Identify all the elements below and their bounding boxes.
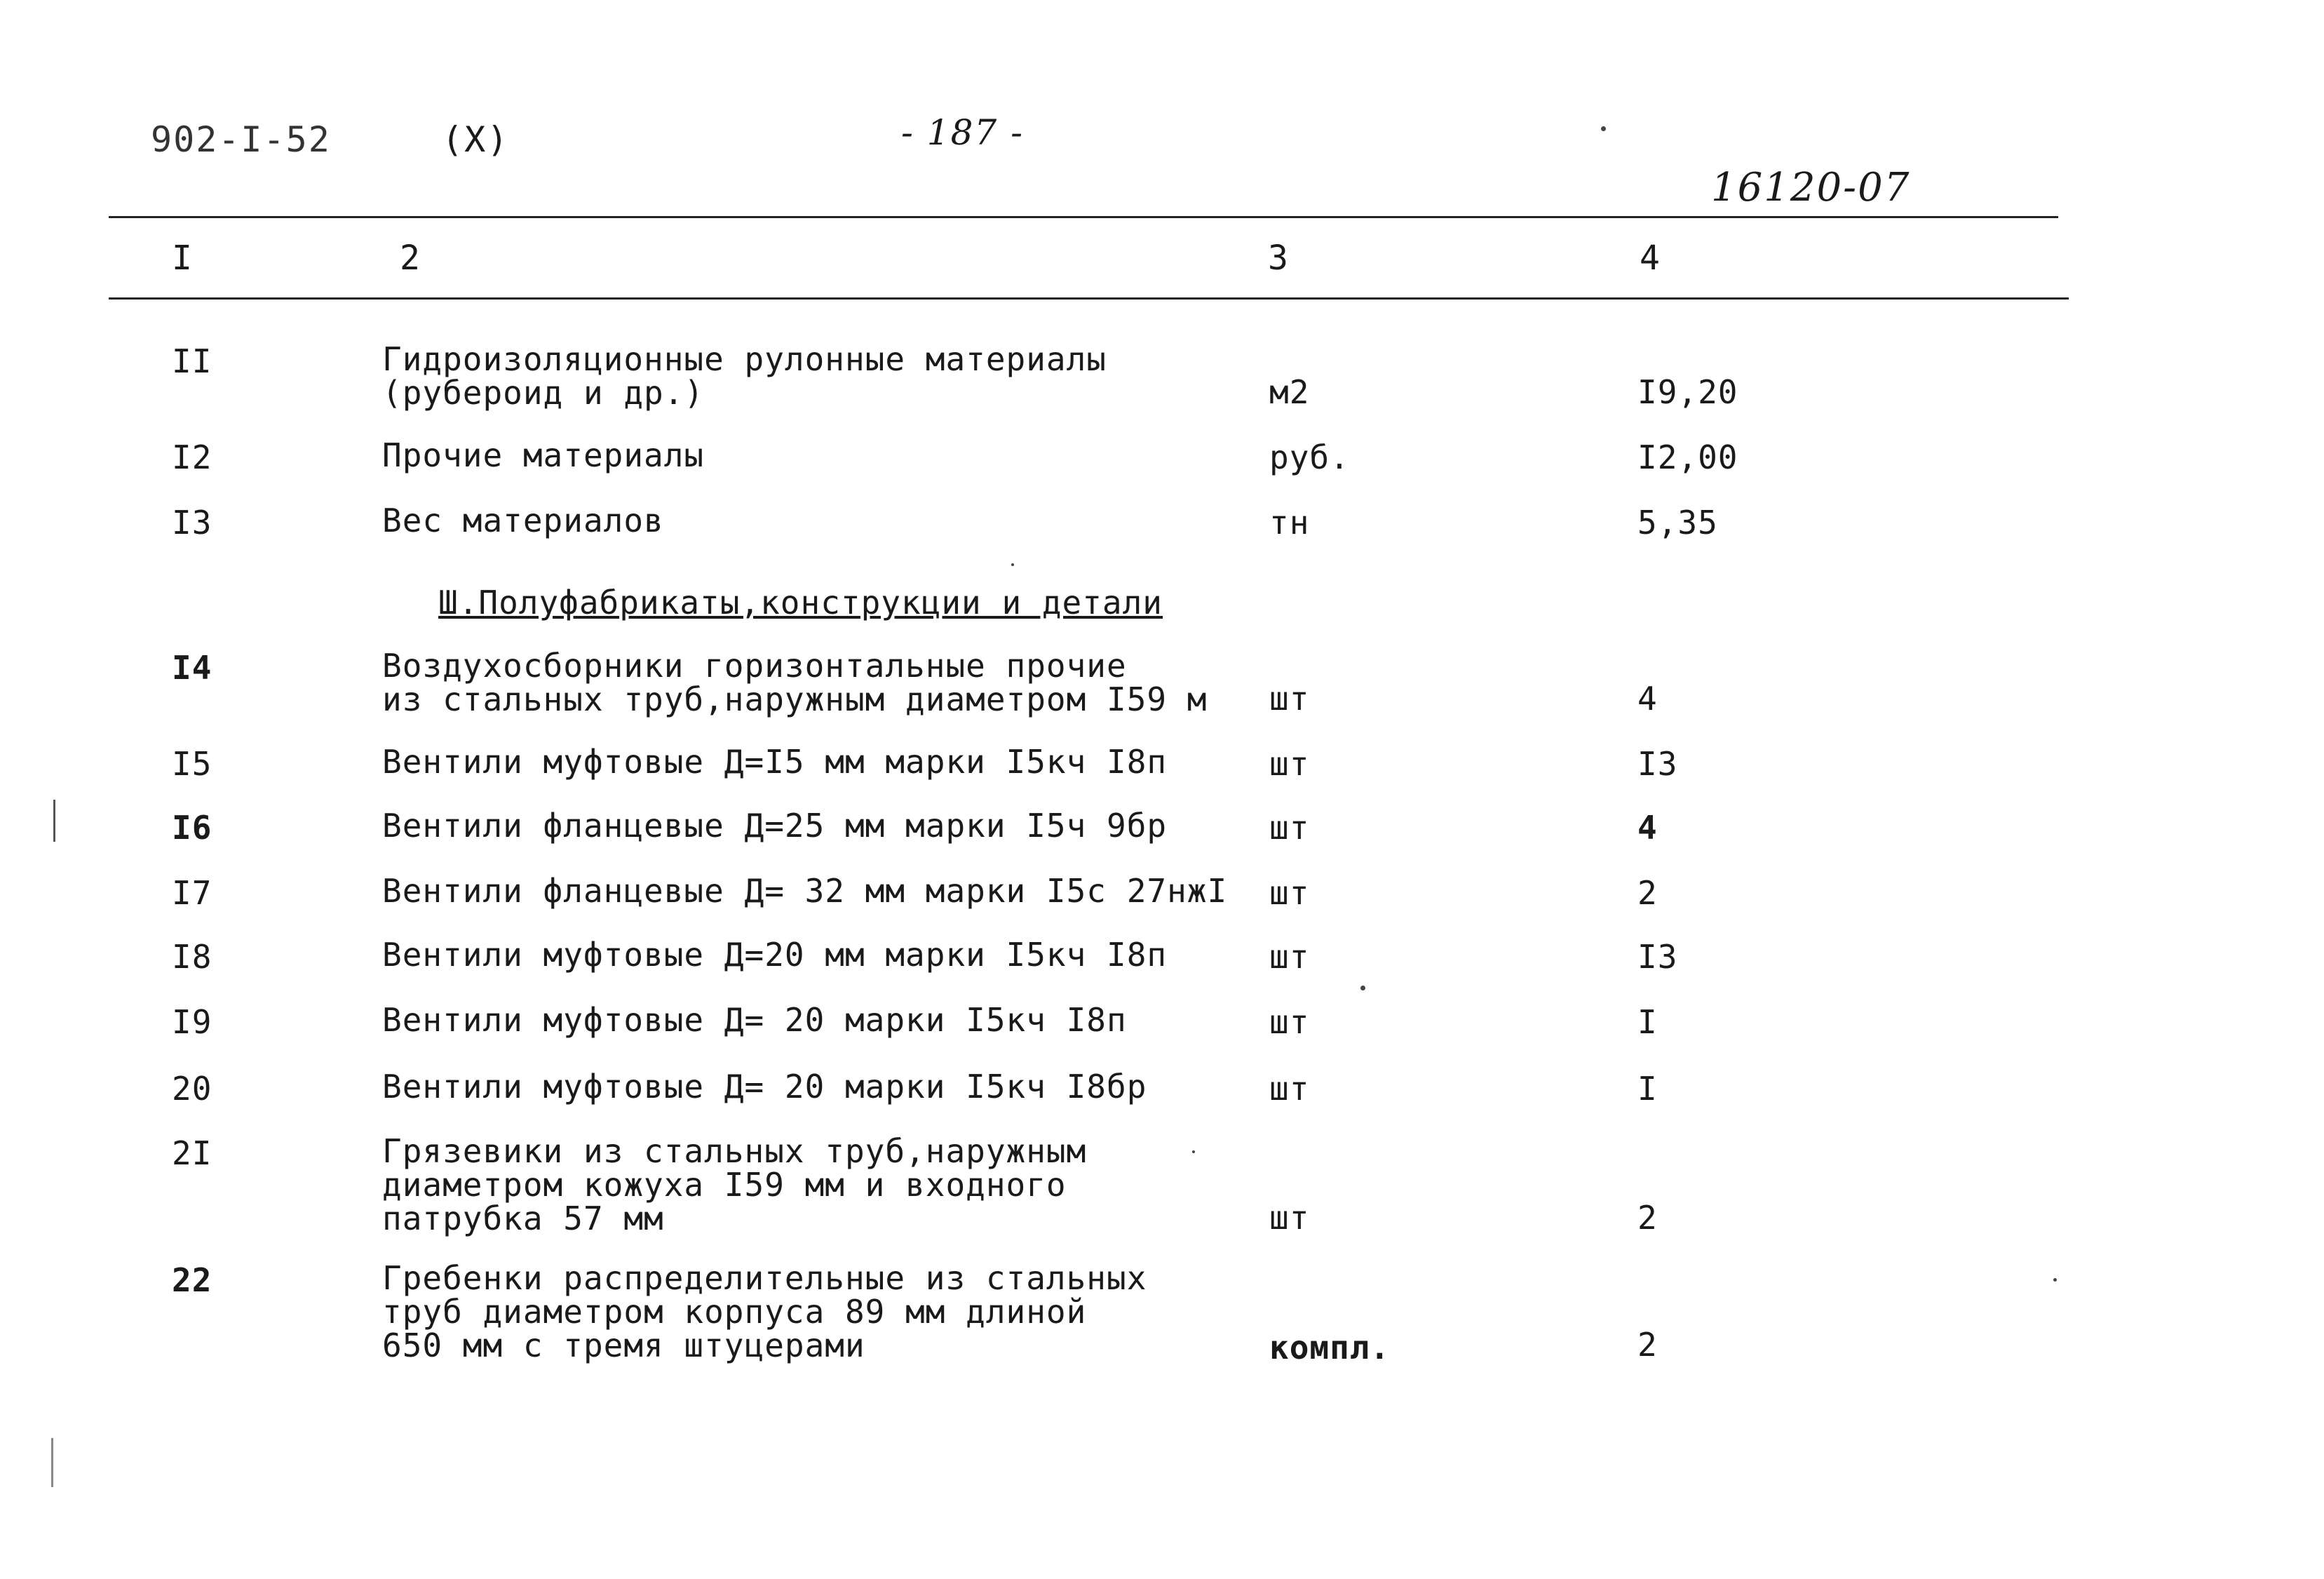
row-quantity: I3 — [1637, 745, 1678, 783]
page-number: - 187 - — [901, 112, 1025, 153]
scan-margin-mark — [53, 800, 55, 842]
row-name-line: Гребенки распределительные из стальных — [382, 1259, 1147, 1297]
row-name — [382, 1068, 1238, 1106]
row-quantity: I9,20 — [1637, 373, 1738, 411]
row-name — [382, 438, 1238, 472]
row-unit: шт — [1269, 874, 1310, 912]
column-header-3: 3 — [1268, 238, 1288, 278]
row-name-line: труб диаметром корпуса 89 мм длиной — [382, 1293, 1087, 1331]
scan-speck — [1601, 126, 1606, 131]
row-name — [382, 1003, 1238, 1037]
row-name-line: Вес материалов — [382, 502, 664, 539]
row-name-line: 650 мм с тремя штуцерами — [382, 1326, 865, 1364]
registration-number: 16120-07 — [1711, 165, 1911, 210]
row-name — [382, 1261, 1238, 1362]
row-unit: шт — [1269, 680, 1310, 718]
row-name-line: из стальных труб,наружным диаметром I59 м — [382, 680, 1208, 718]
row-number: 20 — [172, 1070, 212, 1108]
row-name — [382, 1134, 1238, 1235]
row-name-line: Воздухосборники горизонтальные прочие — [382, 647, 1127, 685]
row-number: I7 — [172, 874, 212, 912]
column-header-1: I — [172, 238, 192, 278]
column-header-4: 4 — [1640, 238, 1660, 278]
section-title: Ш.Полуфабрикаты,конструкции и детали — [438, 584, 1163, 621]
doc-mark: (X) — [442, 119, 510, 160]
row-unit: компл. — [1269, 1329, 1391, 1366]
row-number: I9 — [172, 1003, 212, 1041]
row-name-line: диаметром кожуха I59 мм и входного — [382, 1166, 1067, 1204]
scan-speck — [1011, 563, 1014, 566]
row-quantity: 2 — [1637, 1199, 1658, 1237]
row-unit: шт — [1269, 809, 1310, 847]
scan-speck — [1192, 1150, 1195, 1153]
row-number: 22 — [172, 1261, 212, 1299]
row-unit: шт — [1269, 1199, 1310, 1237]
table-top-rule — [109, 216, 2058, 218]
row-number: I2 — [172, 438, 212, 476]
row-name — [382, 807, 1238, 845]
row-quantity: I2,00 — [1637, 438, 1738, 476]
row-name — [382, 342, 1238, 410]
row-unit: м2 — [1269, 373, 1310, 411]
row-name-line: Вентили муфтовые Д= 20 марки I5кч I8бр — [382, 1068, 1147, 1106]
row-name-line: Вентили муфтовые Д= 20 марки I5кч I8п — [382, 1001, 1127, 1039]
row-unit: шт — [1269, 745, 1310, 783]
row-quantity: I — [1637, 1070, 1658, 1108]
row-number: I8 — [172, 938, 212, 976]
row-name-line: Вентили фланцевые Д= 32 мм марки I5с 27нжI — [382, 872, 1228, 910]
row-unit: руб. — [1269, 438, 1350, 476]
row-name-line: Вентили фланцевые Д=25 мм марки I5ч 9бр — [382, 807, 1168, 845]
scan-speck — [1360, 986, 1365, 990]
row-name-line: Гидроизоляционные рулонные материалы — [382, 340, 1107, 378]
row-name — [382, 649, 1238, 716]
row-number: I6 — [172, 809, 212, 847]
row-number: I5 — [172, 745, 212, 783]
row-name-line: (рубероид и др.) — [382, 374, 705, 412]
row-name-line: Прочие материалы — [382, 436, 705, 474]
row-quantity: I — [1637, 1003, 1658, 1041]
row-quantity: 2 — [1637, 874, 1658, 912]
row-number: II — [172, 342, 212, 380]
row-quantity: 5,35 — [1637, 504, 1718, 542]
row-name — [382, 504, 1238, 537]
row-name — [382, 745, 1238, 779]
scan-speck — [2053, 1278, 2057, 1282]
row-number: I3 — [172, 504, 212, 542]
row-name-line: Вентили муфтовые Д=20 мм марки I5кч I8п — [382, 936, 1168, 974]
scan-margin-mark — [51, 1438, 53, 1487]
row-number: 2I — [172, 1134, 212, 1172]
row-number: I4 — [172, 649, 212, 687]
row-unit: тн — [1269, 504, 1310, 542]
column-header-2: 2 — [400, 238, 420, 278]
row-name — [382, 874, 1238, 908]
row-name — [382, 938, 1238, 972]
doc-code: 902-I-52 — [151, 119, 331, 160]
row-quantity: 4 — [1637, 680, 1658, 718]
row-name-line: Вентили муфтовые Д=I5 мм марки I5кч I8п — [382, 743, 1168, 781]
row-name-line: Грязевики из стальных труб,наружным — [382, 1132, 1087, 1170]
row-quantity: 2 — [1637, 1326, 1658, 1364]
row-name-line: патрубка 57 мм — [382, 1200, 664, 1237]
row-unit: шт — [1269, 1003, 1310, 1041]
table-header-rule — [109, 297, 2069, 300]
row-unit: шт — [1269, 938, 1310, 976]
row-quantity: I3 — [1637, 938, 1678, 976]
row-quantity: 4 — [1637, 809, 1658, 847]
row-unit: шт — [1269, 1070, 1310, 1108]
